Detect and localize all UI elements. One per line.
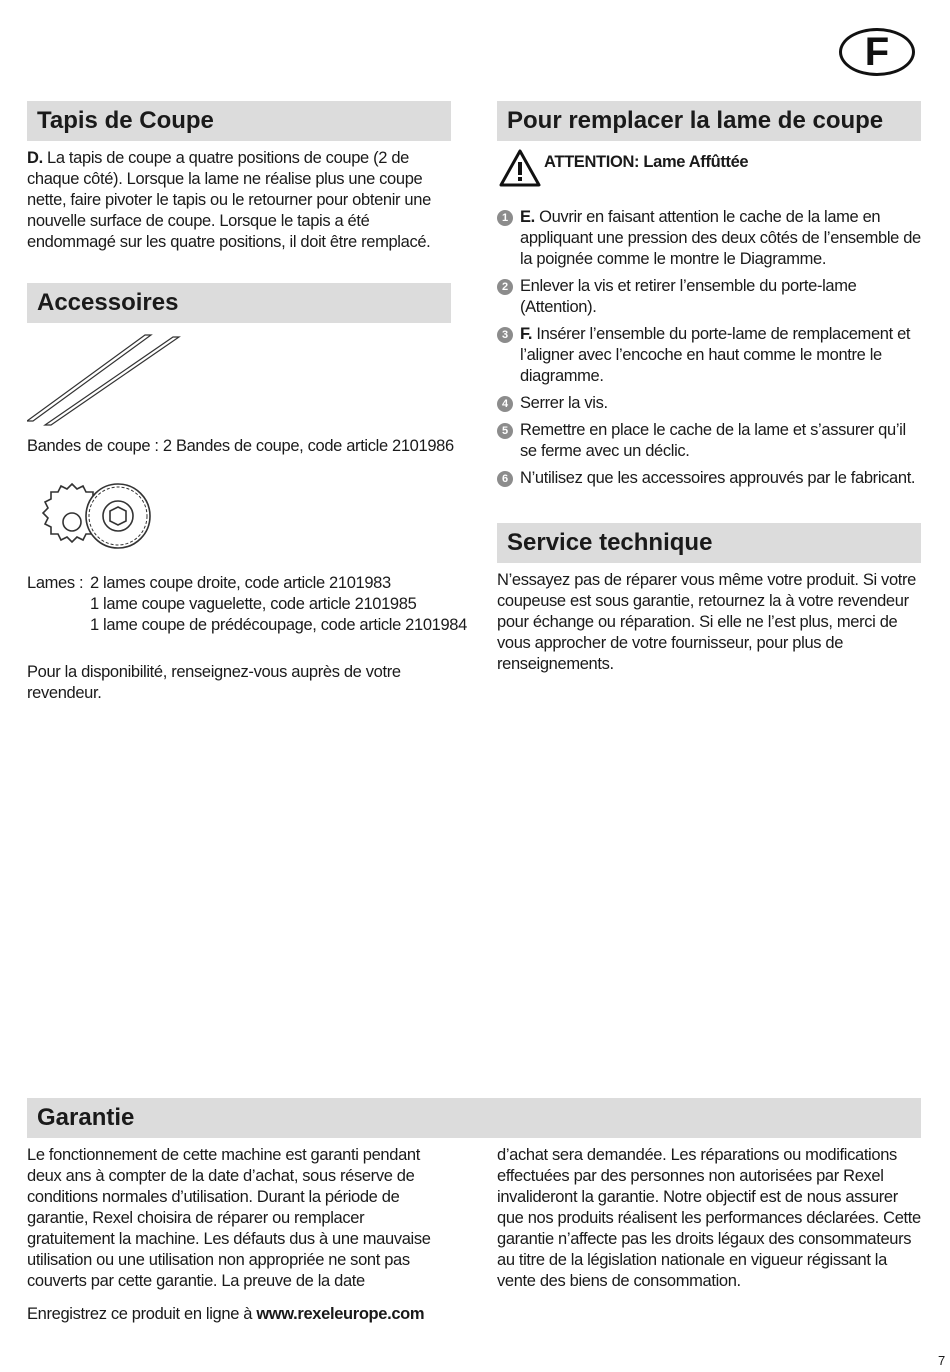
step-text: Serrer la vis.: [520, 394, 608, 412]
lame-item: 1 lame coupe de prédécoupage, code article 2101984: [90, 616, 467, 634]
step-item: [497, 324, 921, 387]
step-label: F.: [520, 325, 533, 343]
service-text: N’essayez pas de réparer vous même votre produit. Si votre coupeuse est sous garantie, retournez la à votre revendeur pour échange ou réparation. Si elle ne l’est plus, merci de vous approcher de votre fournisseur, pour plus de renseignements.: [497, 571, 916, 673]
step-label: E.: [520, 208, 535, 226]
step-text: N’utilisez que les accessoires approuvés par le fabricant.: [520, 469, 916, 487]
steps-block: [497, 207, 921, 495]
step-item: [497, 468, 921, 489]
page-number: 7: [938, 1353, 945, 1368]
step-text: Enlever la vis et retirer l’ensemble du porte-lame (Attention).: [520, 277, 857, 316]
register-line: [27, 1304, 467, 1325]
tapis-text: La tapis de coupe a quatre positions de coupe (2 de chaque côté). Lorsque la lame ne réalise plus une coupe nette, faire pivoter le tapis ou le retourner pour obtenir une nouvelle surface de coupe. Lorsque le tapis a été endommagé sur les quatre positions, il doit être remplacé.: [27, 149, 431, 251]
disponibilite-text: Pour la disponibilité, renseignez-vous auprès de votre revendeur.: [27, 663, 401, 702]
step-text: Ouvrir en faisant attention le cache de la lame en appliquant une pression des deux côtés de l’ensemble de la poignée comme le montre le Diagramme.: [520, 208, 921, 268]
warning-triangle-icon: [498, 148, 542, 188]
step-text: Insérer l’ensemble du porte-lame de remplacement et l’aligner avec l’encoche en haut comme le montre le diagramme.: [520, 325, 911, 385]
lames-block: [27, 573, 477, 636]
step-number: 5: [497, 423, 513, 439]
section-heading-accessoires: Accessoires: [27, 283, 451, 323]
section-heading-remplacer: Pour remplacer la lame de coupe: [497, 101, 921, 141]
blades-illustration: [32, 478, 152, 564]
step-item: [497, 276, 921, 318]
step-number: 1: [497, 210, 513, 226]
lame-item: 1 lame coupe vaguelette, code article 2101985: [90, 595, 417, 613]
bandes-text: Bandes de coupe : 2 Bandes de coupe, code article 2101986: [27, 437, 454, 455]
cutting-strips-illustration: [27, 333, 182, 429]
step-number: 2: [497, 279, 513, 295]
garantie-col1: Le fonctionnement de cette machine est garanti pendant deux ans à compter de la date d’achat, sous réserve de conditions normales d’utilisation. Durant la période de garantie, Rexel choisira de réparer ou remplacer gratuitement la machine. Les défauts dus à une mauvaise utilisation ou une utilisation non appropriée ne sont pas couverts par cette garantie. La preuve de la date: [27, 1146, 431, 1290]
step-number: 3: [497, 327, 513, 343]
warning-text: ATTENTION: Lame Affûttée: [544, 153, 749, 171]
language-badge: F: [839, 28, 915, 76]
step-item: [497, 420, 921, 462]
register-prefix: Enregistrez ce produit en ligne à: [27, 1305, 253, 1323]
step-number: 4: [497, 396, 513, 412]
section-heading-service: Service technique: [497, 523, 921, 563]
section-heading-tapis: Tapis de Coupe: [27, 101, 451, 141]
tapis-paragraph: [27, 148, 451, 253]
tapis-label: D.: [27, 149, 43, 167]
lames-label: Lames :: [27, 574, 84, 592]
register-link[interactable]: www.rexeleurope.com: [256, 1305, 425, 1323]
step-number: 6: [497, 471, 513, 487]
step-text: Remettre en place le cache de la lame et s’assurer qu’il se ferme avec un déclic.: [520, 421, 906, 460]
garantie-col2: d’achat sera demandée. Les réparations ou modifications effectuées par des personnes non autorisées par Rexel invalideront la garantie. Notre objectif est de nous assurer que nos produits réalisent les performances déclarées. Cette garantie n’affecte pas les droits légaux des consommateurs au titre de la législation nationale en vigueur régissant la vente des biens de consommation.: [497, 1146, 921, 1290]
section-heading-garantie: Garantie: [27, 1098, 921, 1138]
lame-item: 2 lames coupe droite, code article 2101983: [90, 574, 391, 592]
step-item: [497, 207, 921, 270]
step-item: [497, 393, 921, 414]
